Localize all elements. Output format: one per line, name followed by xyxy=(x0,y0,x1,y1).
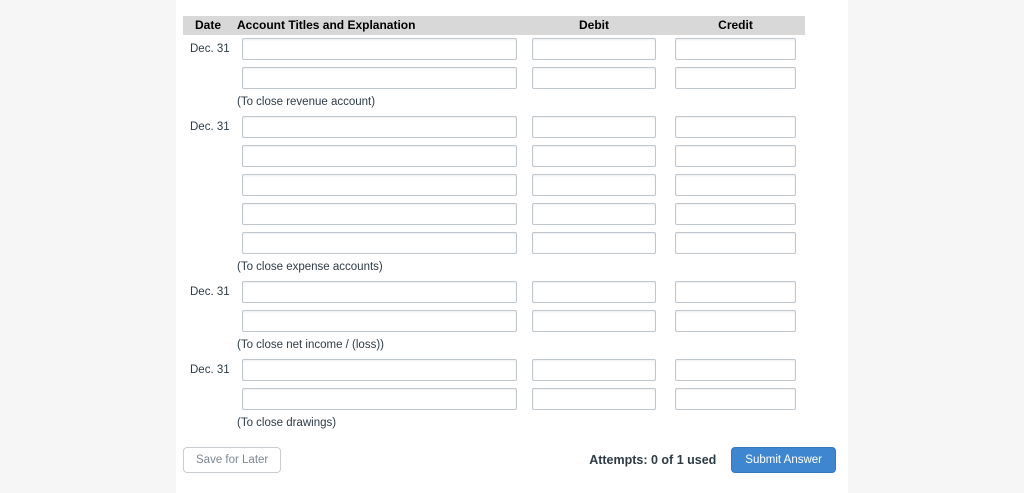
submit-answer-button[interactable]: Submit Answer xyxy=(731,447,836,473)
save-for-later-button[interactable]: Save for Later xyxy=(183,447,281,473)
entry-explanation: (To close net income / (loss)) xyxy=(237,339,384,351)
attempts-counter: Attempts: 0 of 1 used xyxy=(589,453,717,467)
debit-input[interactable] xyxy=(532,310,656,332)
account-title-input[interactable] xyxy=(242,281,517,303)
entry-explanation: (To close revenue account) xyxy=(237,96,376,108)
account-title-input[interactable] xyxy=(242,145,517,167)
column-header-account: Account Titles and Explanation xyxy=(237,18,416,32)
footer-right-group xyxy=(589,447,836,473)
credit-input[interactable] xyxy=(675,203,796,225)
table-row xyxy=(176,67,848,89)
account-title-input[interactable] xyxy=(242,203,517,225)
account-title-input[interactable] xyxy=(242,67,517,89)
credit-input[interactable] xyxy=(675,116,796,138)
table-row xyxy=(176,388,848,410)
debit-input[interactable] xyxy=(532,388,656,410)
table-row xyxy=(176,145,848,167)
account-title-input[interactable] xyxy=(242,174,517,196)
entry-explanation: (To close drawings) xyxy=(237,417,337,429)
table-row xyxy=(176,174,848,196)
account-title-input[interactable] xyxy=(242,232,517,254)
footer-action-bar xyxy=(176,447,848,473)
debit-input[interactable] xyxy=(532,145,656,167)
journal-entry-drawings xyxy=(176,359,848,430)
debit-input[interactable] xyxy=(532,359,656,381)
entry-date-label: Dec. 31 xyxy=(190,286,230,298)
journal-entry-revenue xyxy=(176,38,848,109)
journal-entry-panel xyxy=(176,0,848,493)
credit-input[interactable] xyxy=(675,388,796,410)
table-row xyxy=(176,310,848,332)
debit-input[interactable] xyxy=(532,174,656,196)
account-title-input[interactable] xyxy=(242,388,517,410)
debit-input[interactable] xyxy=(532,116,656,138)
credit-input[interactable] xyxy=(675,232,796,254)
debit-input[interactable] xyxy=(532,67,656,89)
account-title-input[interactable] xyxy=(242,359,517,381)
entry-date-label: Dec. 31 xyxy=(190,121,230,133)
credit-input[interactable] xyxy=(675,145,796,167)
column-header-credit: Credit xyxy=(718,18,753,32)
table-row xyxy=(176,116,848,138)
credit-input[interactable] xyxy=(675,310,796,332)
credit-input[interactable] xyxy=(675,281,796,303)
account-title-input[interactable] xyxy=(242,116,517,138)
credit-input[interactable] xyxy=(675,38,796,60)
journal-entry-expenses xyxy=(176,116,848,274)
journal-entry-net-income xyxy=(176,281,848,352)
table-row xyxy=(176,38,848,60)
debit-input[interactable] xyxy=(532,232,656,254)
table-row xyxy=(176,232,848,254)
debit-input[interactable] xyxy=(532,281,656,303)
column-header-date: Date xyxy=(195,18,222,32)
table-row xyxy=(176,281,848,303)
account-title-input[interactable] xyxy=(242,310,517,332)
table-row xyxy=(176,203,848,225)
account-title-input[interactable] xyxy=(242,38,517,60)
entry-date-label: Dec. 31 xyxy=(190,43,230,55)
credit-input[interactable] xyxy=(675,359,796,381)
credit-input[interactable] xyxy=(675,67,796,89)
entry-date-label: Dec. 31 xyxy=(190,364,230,376)
credit-input[interactable] xyxy=(675,174,796,196)
debit-input[interactable] xyxy=(532,203,656,225)
entry-explanation: (To close expense accounts) xyxy=(237,261,383,273)
column-header-debit: Debit xyxy=(579,18,609,32)
table-header-row xyxy=(183,16,805,35)
table-row xyxy=(176,359,848,381)
debit-input[interactable] xyxy=(532,38,656,60)
